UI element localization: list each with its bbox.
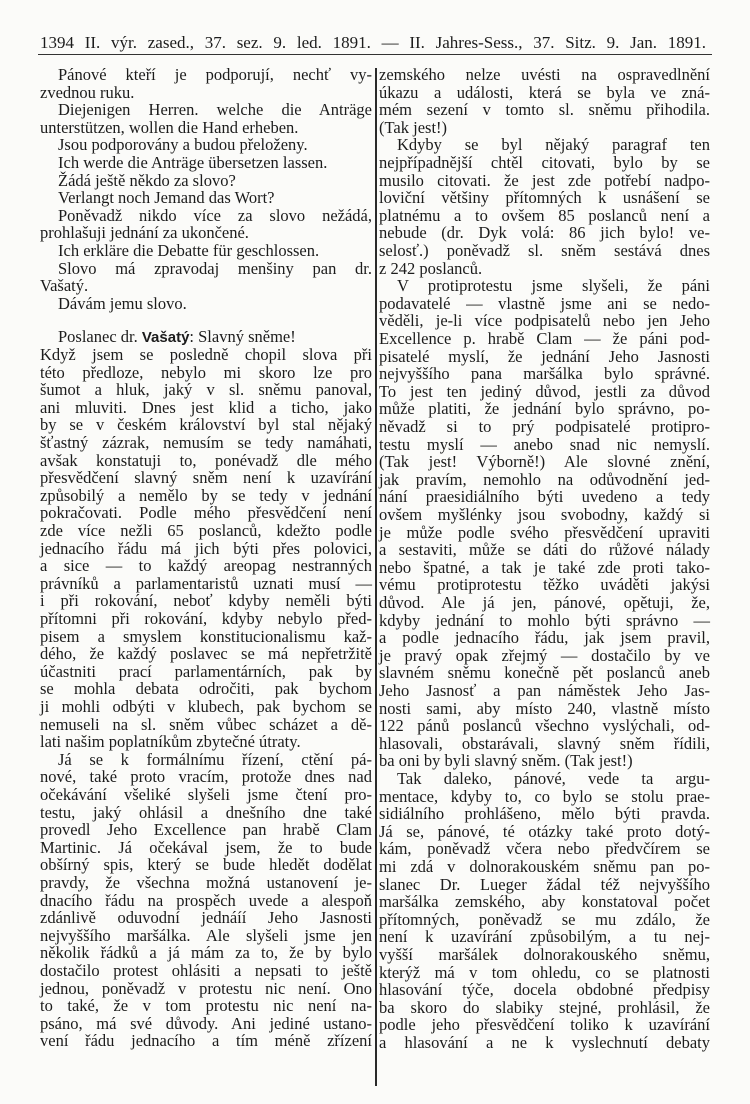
text-line: Slovo má zpravodaj menšiny pan dr. — [58, 258, 372, 278]
text-line: nejvyššího maršálka. Ale slyšeli jsme jen — [40, 925, 372, 945]
text-line: nové, také proto vracím, protože dnes nad — [40, 767, 372, 787]
text-line: testu, jaký ohlásil a dnešního dne také — [40, 802, 372, 822]
text-line: ji mohli odbýti v klubech, pak bychom se — [40, 697, 372, 716]
text-line: pokračovati. Podle mého přesvědčení není — [40, 503, 372, 523]
text-line: úkazu a události, která se byla ve zná- — [379, 82, 710, 102]
text-line: vení řádu jednacího a tím méně zřízení — [40, 1031, 372, 1051]
text-line: testu myslí — anebo snad nic nemyslí. — [379, 434, 710, 454]
text-line: mi zdá v dolnorakouském sněmu pan po- — [379, 857, 710, 876]
text-line: šumot a hluk, jaký v sl. sněmu panoval, — [40, 380, 372, 400]
text-line: maršálka zemského, aby konstatoval počet — [379, 892, 710, 912]
text-line: pisem a smyslem konstitucionalismu kaž- — [40, 626, 372, 646]
text-line: kdyby jednání to mohlo býti správno — — [379, 610, 710, 630]
text-line: je pravý opak zřejmý — dostačilo by ve — [379, 645, 710, 665]
text-line: mém sezení v tomto sl. sněmu přihodila. — [379, 100, 710, 120]
text-line: Když jsem se posledně chopil slova při — [40, 345, 372, 364]
text-line: nosti sami, aby místo 240, vlastně místo — [379, 698, 710, 718]
text-line: prohlašuji jednání za ukončené. — [40, 223, 249, 243]
text-line: několik řádků a já mám za to, že by bylo — [40, 943, 372, 963]
text-line: psáno, má své důvody. Ani jediné ustano- — [40, 1013, 372, 1033]
text-line: může platiti, že jednání bylo správno, po- — [379, 399, 710, 419]
text-line: podle jeho přesvědčení toliko k uzavírání — [379, 1015, 710, 1035]
text-line: hlasování týče, docela obdobné předpisy — [379, 980, 710, 1000]
text-line: ovšem myšlénky jsou svobodny, každý si — [379, 505, 710, 524]
text-line: (Tak jest!) — [379, 117, 448, 137]
text-line: mentace, kdyby to, co bylo se stolu prae- — [379, 786, 710, 806]
text-line: by se v českém království byl stal nějaký — [40, 415, 372, 435]
text-line: V protiprotestu jsme slyšeli, že páni — [397, 276, 710, 296]
text-line: unterstützen, wollen die Hand erheben. — [40, 117, 299, 137]
text-line: zemského nelze uvésti na ospravedlnění — [379, 65, 710, 84]
text-line: Ich werde die Anträge übersetzen lassen. — [58, 153, 328, 172]
text-line: Já se, pánové, té otázky také proto dotý- — [379, 821, 710, 841]
text-line: Kdyby se byl nějaký paragraf ten — [397, 135, 710, 155]
text-line: není k uzavírání způsobilým, a tu nej- — [379, 927, 710, 947]
text-line: zvednou ruku. — [40, 82, 135, 102]
text-line: nebude (dr. Dyk volá: 86 jich bylo! ve- — [379, 223, 710, 243]
text-line: dostačilo protest ohlásiti a nepsati to ještě — [40, 961, 372, 980]
text-line: ani mluviti. Dnes jest klid a ticho, jako — [40, 397, 372, 417]
text-line: důvod. Ale já jen, pánové, opětuji, že, — [379, 593, 710, 612]
text-line: Já se k formálnímu řízení, ctění pá- — [58, 749, 372, 769]
text-line: způsobilý a nemělo by se tedy v jednání — [40, 485, 372, 505]
text-line: nejvyššího pana maršálka bylo správné. — [379, 364, 710, 384]
running-header: 1394 II. výr. zased., 37. sez. 9. led. 1891. — II. Jahres-Sess., 37. Sitz. 9. Jan. 1891. — [40, 33, 706, 52]
text-line: a sice — to každý areopag nestranných — [40, 556, 372, 576]
text-line: lati našim poplatníkům zbytečné útraty. — [40, 732, 301, 752]
text-line: Žádá ještě někdo za slovo? — [58, 170, 236, 190]
text-line: Jeho Jasnosť a pan náměstek Jeho Jas- — [379, 681, 710, 700]
text-line: a hlasování a ne k vyslechnutí debaty — [379, 1033, 710, 1052]
text-line: To jest ten jediný důvod, jestli za důvod — [379, 381, 710, 401]
text-line: něvadž si to prý podpisatelé protipro- — [379, 417, 710, 436]
text-line: nání praesidiálního býti uvedeno a tedy — [379, 487, 710, 507]
text-line: Excellence p. hrabě Clam — že páni pod- — [379, 329, 710, 348]
text-line: Pánové kteří je podporují, nechť vy- — [58, 65, 372, 84]
text-line: platnému a to ovšem 85 poslanců není a — [379, 205, 710, 225]
text-line: Verlangt noch Jemand das Wort? — [58, 188, 275, 208]
text-line: selosť.) poněvadž sl. sněm sestává dnes — [379, 241, 710, 260]
text-line: musilo citovati. že jest zde potřebí nadpo- — [379, 170, 710, 190]
text-line: jednou, poněvadž v protestu nic není. Ono — [40, 978, 372, 998]
text-line: Martinic. Já očekával jsem, že to bude — [40, 837, 372, 857]
text-line: slanec Dr. Lueger žádal též nejvyššího — [379, 874, 710, 894]
text-line: obšírný spis, který se bude hledět dodělat — [40, 855, 372, 875]
text-line: jednacího řádu má jich býti přes polovici, — [40, 538, 372, 558]
text-line: jak pravím, nemohlo na odůvodnění jed- — [379, 469, 710, 489]
text-line: šťastný zázrak, nemusím se tedy namáhati, — [40, 433, 372, 452]
speaker-prefix: Poslanec dr. — [58, 327, 142, 346]
text-line: zde více nežli 65 poslanců, kdežto podle — [40, 521, 372, 540]
text-line: a sestaviti, může se dáti do růžové nálady — [379, 540, 710, 560]
text-line: dého, že každý poslavec se má nepřetržitě — [40, 644, 372, 664]
text-line: Poněvadž nikdo více za slovo nežádá, — [58, 205, 372, 225]
text-line: se mohla debata odročiti, pak bychom — [40, 679, 372, 699]
text-line: přesvědčení slavný sněm není k uzavírání — [40, 468, 372, 488]
text-line: kterýž má v tom ohledu, co se platnosti — [379, 962, 710, 982]
column-divider — [375, 68, 377, 1086]
text-line: této předloze, nebylo mi skoro lze pro — [40, 362, 372, 382]
text-line: přítomni při rokování, kdyby nebylo před- — [40, 609, 372, 628]
text-line: hlasovali, obstarávali, slavný sněm řídili, — [379, 733, 710, 753]
text-line: a podle jednacího řádu, jak jsem pravil, — [379, 628, 710, 648]
text-line: Vašatý. — [40, 276, 89, 296]
text-line: dnacího řádu na prospěch uvede a alespoň — [40, 890, 372, 910]
speaker-name: Vašatý — [141, 329, 190, 346]
text-line: avšak konstatuji to, ponévadž dle mého — [40, 450, 372, 470]
text-line: ba skoro do slabiky stejné, prohlásil, že — [379, 997, 710, 1017]
text-line: nebo špatné, a tak je také zde proti tako- — [379, 557, 710, 577]
text-line: vyšší maršálek dolnorakouského sněmu, — [379, 945, 710, 964]
text-line: z 242 poslanců. — [379, 258, 483, 278]
text-line: účastniti prací parlamentárních, pak by — [40, 661, 372, 681]
speaker-line — [40, 328, 372, 346]
text-line: i při rokování, neboť kdyby neměli býti — [40, 591, 372, 611]
header-rule — [38, 54, 712, 55]
text-line: podavatelé — vlastně jsme ani se nedo- — [379, 293, 710, 313]
text-line: (Tak jest! Výborně!) Ale slovné znění, — [379, 452, 710, 472]
text-line: Diejenigen Herren. welche die Anträge — [58, 100, 372, 120]
text-line: 122 pánů poslanců všechno vyslýchali, od- — [379, 716, 710, 736]
text-line: právníků a parlamentaristů uznati musí — — [40, 573, 372, 593]
text-line: provedl Jeho Excellence pan hrabě Clam — [40, 820, 372, 840]
text-line: očekávání všeliké slyšeli jsme čtení pro- — [40, 785, 372, 804]
text-line: slavném sněmu konečně pět poslanců aneb — [379, 663, 710, 683]
text-line: nemuseli na sl. sněm vůbec scházet a dě- — [40, 714, 372, 734]
text-line: sidiálního prohlášeno, mělo býti pravda. — [379, 804, 710, 824]
text-line: je může podle svého přesvědčení upraviti — [379, 522, 710, 542]
text-line: Tak daleko, pánové, vede ta argu- — [397, 769, 710, 788]
text-line: ba oni by byli slavný sněm. (Tak jest!) — [379, 751, 633, 771]
text-line: vému protiprotestu těžko uváděti jakýsi — [379, 575, 710, 595]
text-line: Ich erkläre die Debatte für geschlossen. — [58, 241, 320, 260]
text-line: to také, že v tom protestu nic není na- — [40, 996, 372, 1016]
text-line: Jsou podporovány a budou přeloženy. — [58, 135, 308, 155]
text-line: zdánlivě oduvodní jednáíí Jeho Jasnosti — [40, 908, 372, 928]
text-line: nejpřípadnější chtěl citovati, bylo by se — [379, 153, 710, 172]
text-line: věděli, je-li více podpisatelů nebo jen Jeho — [379, 311, 710, 331]
text-line: kám, poněvadž včera nebo předvčírem se — [379, 839, 710, 859]
text-line: Dávám jemu slovo. — [58, 293, 187, 313]
text-line: pisatelé myslí, že jednání Jeho Jasnosti — [379, 346, 710, 366]
speaker-suffix: : Slavný sněme! — [189, 327, 296, 346]
text-line: přítomných, poněvadž se mu zdálo, že — [379, 909, 710, 929]
text-line: pravdy, že všechna možná ustanovení je- — [40, 873, 372, 892]
text-line: loviční většiny přítomných k usnášení se — [379, 188, 710, 208]
